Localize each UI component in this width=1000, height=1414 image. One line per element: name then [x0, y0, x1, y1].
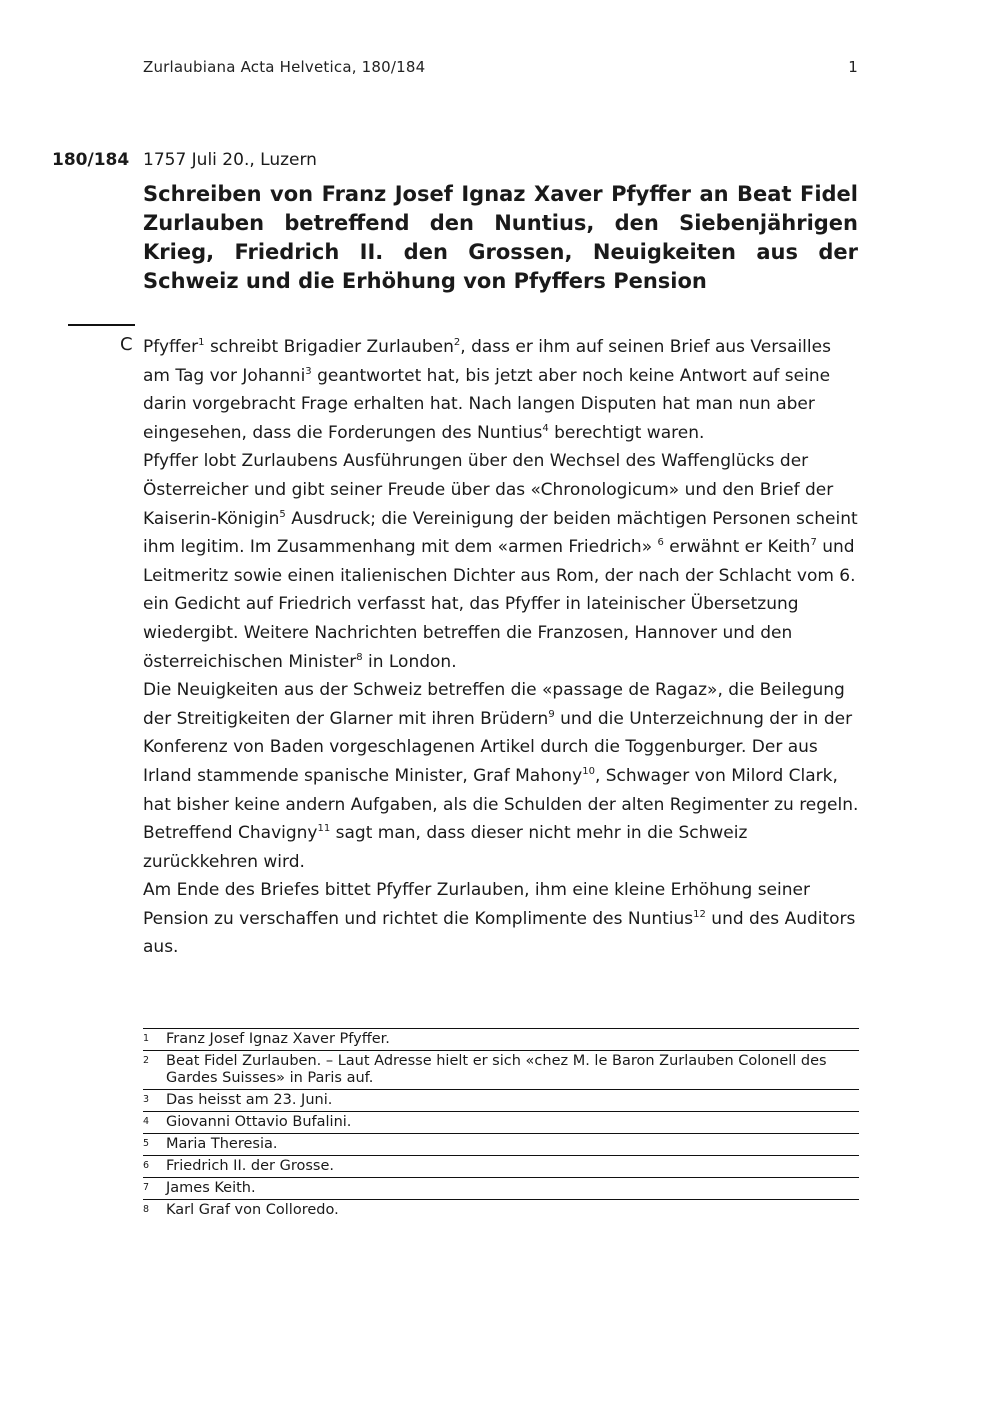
footnote-ref[interactable]: 12	[693, 908, 706, 920]
footnote-ref[interactable]: 7	[810, 537, 817, 549]
text-type-marker: C	[120, 334, 133, 355]
footnote-text: Beat Fidel Zurlauben. – Laut Adresse hielt er sich «chez M. le Baron Zurlauben Colonell des Gardes Suisses» in Paris auf.	[166, 1053, 827, 1086]
footnote-ref[interactable]: 10	[582, 765, 595, 777]
regest-paragraph: Die Neuigkeiten aus der Schweiz betreffen die «passage de Ragaz», die Beilegung der Streitigkeiten der Glarner mit ihren Brüdern$^9$ und die Unterzeichnung der in der Konferenz von Baden vorgeschlagenen Artikel durch die Toggenburger. Der aus Irland stammende spanische Minister, Graf Mahony$^{10}$, Schwager von Milord Clark, hat bisher keine andern Aufgaben, als die Schulden der alten Regimenter zu regeln. Betreffend Chavigny$^{11}$ sagt man, dass dieser nicht mehr in die Schweiz zurückkehren wird.	[143, 680, 859, 872]
footnote-number: 5	[143, 1138, 150, 1149]
document-date-place: 1757 Juli 20., Luzern	[143, 150, 317, 170]
footnote-number: 3	[143, 1094, 150, 1105]
footnote-ref[interactable]: 2	[453, 337, 461, 348]
regest-paragraph: Pfyffer$^1$ schreibt Brigadier Zurlauben$^2$, dass er ihm auf seinen Brief aus Versailles am Tag vor Johanni$^3$ geantwortet hat, bis jetzt aber noch keine Antwort auf seine darin vorgebracht Frage erhalten hat. Nach langen Disputen hat man nun aber eingesehen, dass die Forderungen des Nuntius$^4$ berechtigt waren.	[143, 337, 831, 443]
footnote	[143, 1050, 859, 1089]
document-number: 180/184	[52, 150, 130, 170]
footnote-text: Friedrich II. der Grosse.	[166, 1158, 335, 1174]
footnotes	[143, 1028, 859, 1221]
footnote	[143, 1028, 859, 1050]
footnote-number: 8	[143, 1204, 150, 1215]
footnote-text: Giovanni Ottavio Bufalini.	[166, 1114, 352, 1130]
footnote-text: Karl Graf von Colloredo.	[166, 1202, 339, 1218]
footnote-text: Maria Theresia.	[166, 1136, 278, 1152]
footnote-number: 4	[143, 1116, 150, 1127]
footnote-number: 7	[143, 1182, 150, 1193]
footnote-text: Das heisst am 23. Juni.	[166, 1092, 333, 1108]
footnote	[143, 1089, 859, 1111]
footnote	[143, 1177, 859, 1199]
footnote	[143, 1111, 859, 1133]
footnote	[143, 1155, 859, 1177]
regest-body	[143, 333, 863, 962]
regest-paragraph: Pfyffer lobt Zurlaubens Ausführungen über den Wechsel des Waffenglücks der Österreicher und gibt seiner Freude über das «Chronologicum» und den Brief der Kaiserin-Königin$^5$ Ausdruck; die Vereinigung der beiden mächtigen Personen scheint ihm legitim. Im Zusammenhang mit dem «armen Friedrich» $^6$ erwähnt er Keith$^7$ und Leitmeritz sowie einen italienischen Dichter aus Rom, der nach der Schlacht vom 6. ein Gedicht auf Friedrich verfasst hat, das Pfyffer in lateinischer Übersetzung wiedergibt. Weitere Nachrichten betreffen die Franzosen, Hannover und den österreichischen Minister$^8$ in London.	[143, 451, 858, 672]
footnote-ref[interactable]: 1	[198, 337, 205, 348]
footnote-ref[interactable]: 3	[305, 365, 312, 377]
running-header	[143, 58, 858, 76]
footnote-number: 6	[143, 1160, 150, 1171]
footnote-ref[interactable]: 11	[317, 823, 331, 835]
footnote-text: James Keith.	[166, 1180, 256, 1196]
footnote-ref[interactable]: 9	[548, 708, 555, 720]
footnote-ref[interactable]: 5	[279, 508, 286, 520]
section-divider	[68, 324, 135, 326]
page-number: 1	[848, 58, 858, 76]
footnote	[143, 1133, 859, 1155]
footnote-number: 1	[143, 1033, 150, 1044]
regest-paragraph: Am Ende des Briefes bittet Pfyffer Zurlauben, ihm eine kleine Erhöhung seiner Pension zu verschaffen und richtet die Komplimente des Nuntius$^{12}$ und des Auditors aus.	[143, 880, 856, 958]
footnote-text: Franz Josef Ignaz Xaver Pfyffer.	[166, 1031, 390, 1047]
footnote-ref[interactable]: 6	[657, 537, 664, 549]
footnote-ref[interactable]: 8	[356, 651, 363, 663]
footnote-number: 2	[143, 1055, 150, 1066]
document-title: Schreiben von Franz Josef Ignaz Xaver Pfyffer an Beat Fidel Zurlauben betreffend den Nuntius, den Siebenjährigen Krieg, Friedrich II. den Grossen, Neuigkeiten aus der Schweiz und die Erhöhung von Pfyffers Pension	[143, 182, 858, 293]
footnote	[143, 1199, 859, 1221]
footnote-ref[interactable]: 4	[542, 422, 549, 434]
running-title: Zurlaubiana Acta Helvetica, 180/184	[143, 58, 426, 76]
